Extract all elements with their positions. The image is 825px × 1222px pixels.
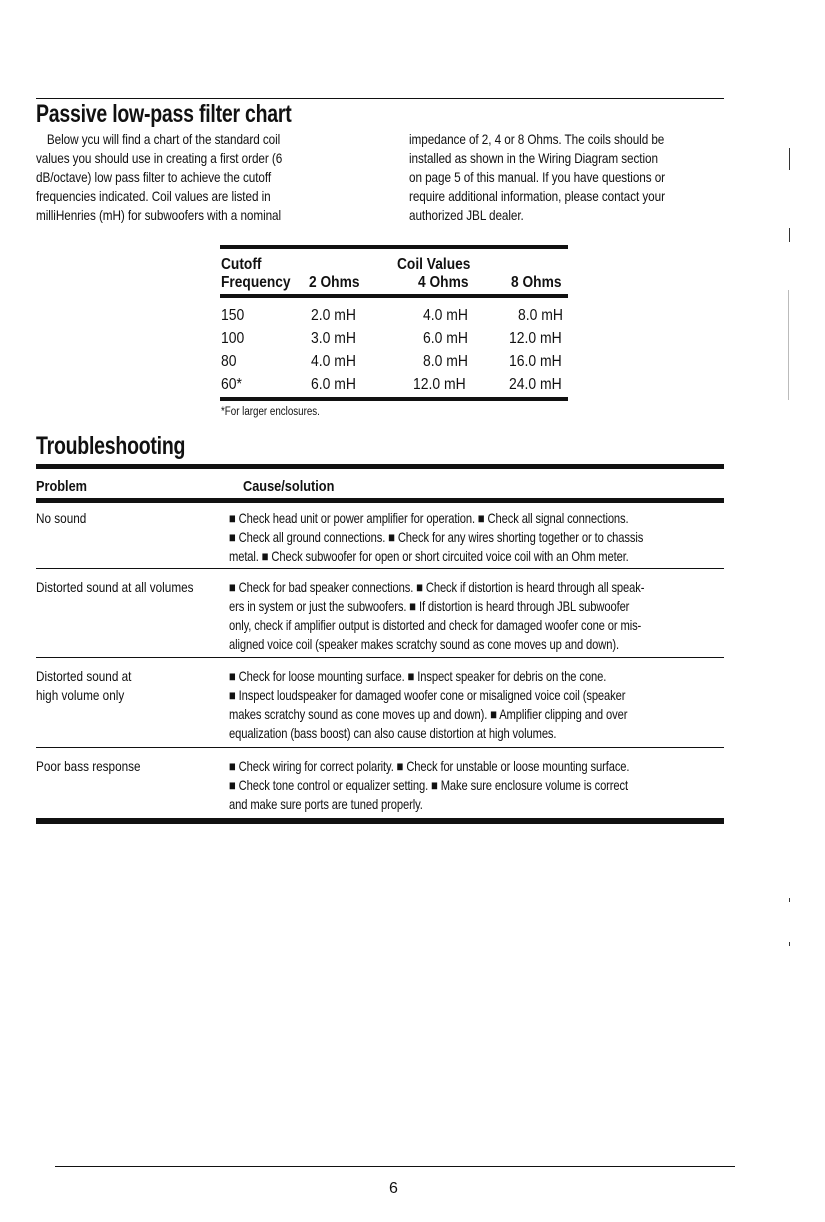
intro-right-line: installed as shown in the Wiring Diagram section: [409, 150, 658, 166]
intro-right-column: [409, 130, 665, 225]
problem-cell: [36, 757, 141, 776]
intro-right-line: impedance of 2, 4 or 8 Ohms. The coils should be: [409, 131, 665, 147]
row-divider: [36, 657, 724, 658]
intro-right-line: on page 5 of this manual. If you have questions or: [409, 169, 666, 185]
table-cell-8-ohms: 16.0 mH: [509, 353, 562, 370]
table-cell-freq: 60*: [221, 376, 242, 393]
intro-left-line: milliHenries (mH) for subwoofers with a nominal: [36, 207, 282, 223]
problem-line: Distorted sound at all volumes: [36, 579, 194, 595]
solution-line: ■ Check tone control or equalizer setting. ■ Make sure enclosure volume is correct: [229, 777, 628, 793]
row-divider: [36, 568, 724, 569]
troubleshooting-rule: [36, 464, 724, 469]
problem-line: high volume only: [36, 687, 125, 703]
solution-line: ■ Check head unit or power amplifier for operation. ■ Check all signal connections.: [229, 510, 629, 526]
troubleshooting-heading: Troubleshooting: [36, 432, 186, 460]
table-cell-2-ohms: 2.0 mH: [311, 307, 356, 324]
table-bottom-rule: [220, 397, 568, 401]
solution-cell: [229, 757, 629, 814]
top-rule: [36, 98, 724, 99]
troubleshooting-bottom-rule: [36, 818, 724, 824]
intro-left-column: [36, 130, 282, 225]
solution-line: ■ Inspect loudspeaker for damaged woofer cone or misaligned voice coil (speaker: [229, 687, 626, 703]
table-head-rule: [220, 294, 568, 298]
table-cell-8-ohms: 12.0 mH: [509, 330, 562, 347]
intro-right-line: authorized JBL dealer.: [409, 207, 524, 223]
page-number: 6: [389, 1180, 398, 1197]
table-cell-8-ohms: 8.0 mH: [518, 307, 563, 324]
solution-cell: [229, 578, 644, 654]
table-head-coil-values: Coil Values: [397, 256, 471, 273]
column-header-solution: Cause/solution: [243, 478, 335, 495]
solution-cell: [229, 509, 643, 566]
table-cell-freq: 100: [221, 330, 245, 347]
solution-line: ers in system or just the subwoofers. ■ If distortion is heard through JBL subwoofer: [229, 598, 630, 614]
solution-cell: [229, 667, 627, 743]
solution-line: aligned voice coil (speaker makes scratchy sound as cone moves up and down).: [229, 636, 619, 652]
problem-line: No sound: [36, 510, 87, 526]
table-cell-2-ohms: 6.0 mH: [311, 376, 356, 393]
table-cell-2-ohms: 3.0 mH: [311, 330, 356, 347]
table-footnote: *For larger enclosures.: [221, 406, 320, 418]
solution-line: equalization (bass boost) can also cause distortion at high volumes.: [229, 725, 557, 741]
table-cell-freq: 80: [221, 353, 237, 370]
table-cell-8-ohms: 24.0 mH: [509, 376, 562, 393]
table-cell-2-ohms: 4.0 mH: [311, 353, 356, 370]
column-header-rule: [36, 498, 724, 503]
table-cell-4-ohms: 12.0 mH: [413, 376, 466, 393]
intro-left-line: dB/octave) low pass filter to achieve the cutoff: [36, 169, 272, 185]
scan-mark: [789, 942, 790, 946]
problem-line: Poor bass response: [36, 758, 141, 774]
table-head-4-ohms: 4 Ohms: [418, 274, 469, 291]
table-cell-freq: 150: [221, 307, 245, 324]
problem-cell: [36, 578, 194, 597]
intro-left-line: Below ycu will find a chart of the standard coil: [46, 131, 281, 147]
intro-left-line: frequencies indicated. Coil values are listed in: [36, 188, 271, 204]
problem-line: Distorted sound at: [36, 668, 132, 684]
table-head-frequency: Frequency: [221, 274, 291, 291]
scan-mark: [789, 898, 790, 902]
solution-line: ■ Check for loose mounting surface. ■ Inspect speaker for debris on the cone.: [229, 668, 607, 684]
intro-left-line: values you should use in creating a first order (6: [36, 150, 283, 166]
solution-line: makes scratchy sound as cone moves up and down). ■ Amplifier clipping and over: [229, 706, 628, 722]
solution-line: only, check if amplifier output is distorted and check for damaged woofer cone or mis-: [229, 617, 642, 633]
solution-line: ■ Check for bad speaker connections. ■ Check if distortion is heard through all speak-: [229, 579, 645, 595]
table-head-cutoff: Cutoff: [221, 256, 262, 273]
scan-mark: [789, 148, 790, 170]
problem-cell: [36, 667, 131, 705]
solution-line: ■ Check all ground connections. ■ Check for any wires shorting together or to chassis: [229, 529, 644, 545]
table-top-rule: [220, 245, 568, 249]
row-divider: [36, 747, 724, 748]
table-cell-4-ohms: 4.0 mH: [423, 307, 468, 324]
solution-line: metal. ■ Check subwoofer for open or short circuited voice coil with an Ohm meter.: [229, 548, 629, 564]
scan-mark: [789, 228, 790, 242]
footer-rule: [55, 1166, 735, 1167]
intro-right-line: require additional information, please contact your: [409, 188, 665, 204]
table-head-2-ohms: 2 Ohms: [309, 274, 360, 291]
table-head-8-ohms: 8 Ohms: [511, 274, 562, 291]
solution-line: ■ Check wiring for correct polarity. ■ Check for unstable or loose mounting surface.: [229, 758, 630, 774]
table-cell-4-ohms: 8.0 mH: [423, 353, 468, 370]
scan-mark: [788, 290, 789, 400]
filter-chart-heading: Passive low-pass filter chart: [36, 100, 292, 128]
column-header-problem: Problem: [36, 478, 88, 495]
problem-cell: [36, 509, 86, 528]
table-cell-4-ohms: 6.0 mH: [423, 330, 468, 347]
solution-line: and make sure ports are tuned properly.: [229, 796, 423, 812]
